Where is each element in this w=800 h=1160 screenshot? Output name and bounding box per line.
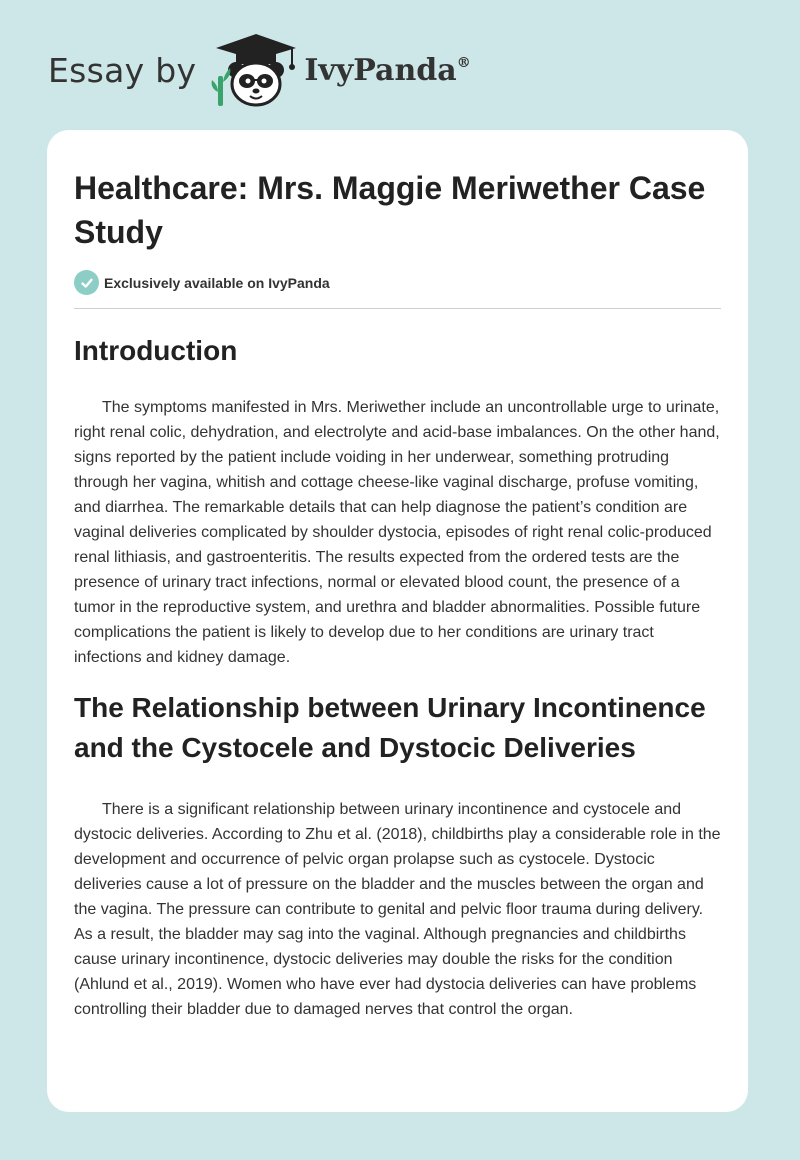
section-paragraph-relationship: There is a significant relationship between urinary incontinence and cystocele and dystocic deliveries. According to Zhu et al. (2018), childbirths play a considerable role in the development and occurrence of pelvic organ prolapse such as cystocele. Dystocic deliveries cause a lot of pressure on the bladder and the muscles between the organ and the vagina. The pressure can contribute to genital and pelvic floor trauma during delivery. As a result, the bladder may sag into the vaginal. Although pregnancies and childbirths cause urinary incontinence, dystocic deliveries may double the risks for the condition (Ahlund et al., 2019). Women who have ever had dystocia deliveries can have problems controlling their bladder due to damaged nerves that control the organ. xyxy=(74,801,721,1018)
registered-mark: ® xyxy=(456,54,471,71)
section-paragraph-introduction: The symptoms manifested in Mrs. Meriwether include an uncontrollable urge to urinate, right renal colic, dehydration, and electrolyte and acid-base imbalances. On the other hand, signs reported by the patient include voiding in her underwear, something protruding through her vagina, whitish and cottage cheese-like vaginal discharge, profuse vomiting, and diarrhea. The remarkable details that can help diagnose the patient’s condition are vaginal deliveries complicated by shoulder dystocia, episodes of right renal colic-produced renal lithiasis, and gastroenteritis. The results expected from the ordered tests are the presence of urinary tract infections, normal or elevated blood count, the presence of a tumor in the reproductive system, and urethra and bladder abnormalities. Possible future complications the patient is likely to develop due to her conditions are urinary tract infections and kidney damage. xyxy=(74,399,720,666)
divider xyxy=(74,308,721,309)
section-heading-relationship: The Relationship between Urinary Incontinence and the Cystocele and Dystocic Deliveries xyxy=(74,692,706,763)
article-card xyxy=(47,130,748,1112)
section-heading-introduction: Introduction xyxy=(74,335,238,366)
exclusive-badge-label: Exclusively available on IvyPanda xyxy=(104,274,330,291)
site-header xyxy=(48,30,471,110)
page-title: Healthcare: Mrs. Maggie Meriwether Case Study xyxy=(74,170,706,250)
exclusive-badge xyxy=(74,270,721,295)
brand-text[interactable]: IvyPanda xyxy=(304,52,457,88)
essay-by-label: Essay by xyxy=(48,50,197,90)
check-icon xyxy=(74,270,99,295)
brand-name[interactable] xyxy=(304,53,470,88)
panda-logo-icon[interactable] xyxy=(210,30,302,110)
